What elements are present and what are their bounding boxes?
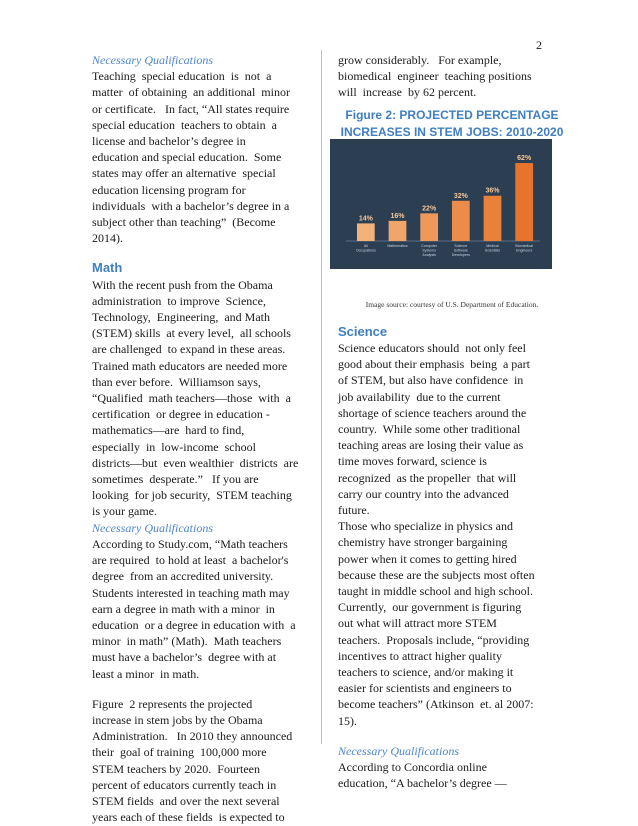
bar	[484, 196, 502, 241]
bar	[515, 163, 533, 241]
science-qualifications-paragraph	[338, 759, 568, 791]
data-label: 22%	[422, 205, 437, 213]
text-line: Students interested in teaching math may	[92, 585, 290, 600]
text-line: teachers. Proposals include, “providing	[338, 632, 530, 647]
text-line: grow considerably. For example,	[338, 53, 502, 67]
data-label: 16%	[390, 212, 405, 220]
text-line: minor in math” (Math). Math teachers	[92, 634, 282, 649]
text-line: is your game.	[92, 504, 157, 519]
stem-bar-chart	[330, 139, 552, 269]
category-label: Mathematics	[387, 244, 408, 248]
text-line: INCREASES IN STEM JOBS: 2010-2020	[340, 124, 564, 139]
text-line: Science educators should not only feel	[338, 341, 526, 356]
text-line: will increase by 62 percent.	[338, 85, 477, 100]
math-paragraph	[92, 277, 328, 520]
text-line: certification or degree in education -	[92, 407, 270, 422]
text-line: become teachers” (Atkinson et. al 2007:	[338, 697, 534, 712]
text-line: Figure 2: PROJECTED PERCENTAGE	[345, 107, 559, 122]
text-line: are required to hold at least a bachelor's	[92, 553, 289, 568]
image-credit: Image source: courtesy of U.S. Department of Education.	[365, 299, 539, 309]
text-line: biomedical engineer teaching positions	[338, 69, 532, 84]
text-line: country. While some other traditional	[338, 422, 521, 437]
text-line: education and special education. Some	[92, 150, 282, 165]
figure-description-paragraph	[92, 696, 328, 826]
text-line: Currently, our government is figuring	[338, 600, 522, 615]
text-line: taught in middle school and high school.	[338, 584, 533, 599]
text-line: administration to improve Science,	[92, 293, 266, 308]
text-line: power when it comes to getting hired	[338, 551, 517, 566]
text-line: Those who specialize in physics and	[338, 519, 513, 534]
text-line: incentives to attract higher quality	[338, 648, 502, 663]
science-paragraph	[338, 340, 568, 729]
text-line: According to Concordia online	[338, 760, 487, 775]
text-line: subject other than teaching” (Become	[92, 215, 276, 230]
text-line: teaching areas are losing their value as	[338, 438, 524, 453]
text-line: Figure 2 represents the projected	[92, 696, 253, 711]
data-label: 32%	[453, 192, 468, 200]
text-line: future.	[338, 503, 370, 518]
text-line: shortage of science teachers around the	[338, 405, 527, 420]
text-line: According to Study.com, “Math teachers	[92, 536, 288, 551]
text-line: chemistry have stronger bargaining	[338, 535, 508, 550]
category-label: Biomedical Engineers	[515, 244, 533, 253]
data-label: 14%	[358, 215, 373, 223]
text-line: With the recent push from the Obama	[92, 277, 273, 292]
text-line: matter of obtaining an additional minor	[92, 85, 290, 100]
left-column	[92, 52, 328, 825]
bar	[420, 213, 438, 241]
text-line: “Qualified math teachers—those with a	[92, 391, 291, 406]
text-line: education, “A bachelor’s degree —	[338, 776, 507, 791]
text-line: least a minor in math.	[92, 666, 200, 681]
text-line: years each of these fields is expected to	[92, 810, 285, 825]
text-line: license and bachelor’s degree in	[92, 134, 246, 149]
text-line: degree from an accredited university.	[92, 569, 274, 584]
category-label: Computer Systems Analysts	[421, 244, 438, 257]
text-line: STEM fields and over the next several	[92, 793, 280, 808]
text-line: mathematics—are hard to find,	[92, 423, 245, 438]
data-label: 62%	[517, 155, 532, 163]
bar	[389, 221, 407, 241]
text-line: out what will attract more STEM	[338, 616, 497, 631]
text-line: looking for job security, STEM teaching	[92, 488, 292, 503]
text-line: increase in stem jobs by the Obama	[92, 712, 263, 727]
text-line: sometimes desperate.” If you are	[92, 472, 259, 487]
text-line: of STEM, but also have confidence in	[338, 373, 524, 388]
math-heading: Math	[92, 260, 123, 276]
figure-caption	[318, 107, 586, 141]
text-line: individuals with a bachelor’s degree in a	[92, 198, 290, 213]
math-qualifications-paragraph	[92, 536, 328, 682]
science-qualifications-heading: Necessary Qualifications	[338, 743, 459, 758]
category-label: Science Software Developers	[451, 244, 470, 257]
text-line: earn a degree in math with a minor in	[92, 601, 275, 616]
text-line: districts—but even wealthier districts are	[92, 455, 299, 470]
category-label: Medical Scientists	[484, 244, 501, 253]
text-line: are challenged to expand in these areas.	[92, 342, 286, 357]
text-line: states may offer an alternative special	[92, 166, 276, 181]
text-line: especially in low-income school	[92, 439, 256, 454]
category-label: All Occupations	[355, 244, 376, 253]
text-line: their goal of training 100,000 more	[92, 745, 267, 760]
bar	[357, 223, 375, 241]
text-line: Trained math educators are needed more	[92, 358, 288, 373]
continued-paragraph	[338, 52, 568, 101]
text-line: time moves forward, science is	[338, 454, 487, 469]
qualifications-heading: Necessary Qualifications	[92, 53, 213, 67]
text-line: carry our country into the advanced	[338, 486, 509, 501]
science-heading: Science	[338, 323, 388, 339]
text-line: education licensing program for	[92, 182, 246, 197]
text-line: good about their emphasis being a part	[338, 357, 530, 372]
text-line: 15).	[338, 713, 357, 728]
text-line: Teaching special education is not a	[92, 69, 272, 84]
text-line: special education teachers to obtain a	[92, 117, 277, 132]
text-line: than ever before. Williamson says,	[92, 374, 261, 389]
text-line: or certificate. In fact, “All states require	[92, 101, 290, 116]
text-line: (STEM) skills at every level, all schools	[92, 326, 291, 341]
text-line: 2014).	[92, 231, 123, 246]
text-line: percent of educators currently teach in	[92, 777, 277, 792]
text-line: because these are the subjects most often	[338, 567, 535, 582]
chart-svg	[330, 139, 552, 269]
text-line: recognized as the propeller that will	[338, 470, 517, 485]
text-line: easier for scientists and engineers to	[338, 681, 512, 696]
text-line: Administration. In 2010 they announced	[92, 729, 293, 744]
math-qualifications-heading: Necessary Qualifications	[92, 520, 213, 535]
data-label: 36%	[485, 187, 500, 195]
page-number: 2	[536, 38, 542, 52]
text-line: teachers to science, and/or making it	[338, 665, 514, 680]
text-line: job availability due to the current	[338, 389, 501, 404]
text-line: education or a degree in education with a	[92, 617, 296, 632]
text-line: must have a bachelor’s degree with at	[92, 650, 277, 665]
bar	[452, 201, 470, 241]
special-ed-paragraph	[92, 68, 328, 246]
text-line: Technology, Engineering, and Math	[92, 310, 271, 325]
text-line: STEM teachers by 2020. Fourteen	[92, 761, 260, 776]
